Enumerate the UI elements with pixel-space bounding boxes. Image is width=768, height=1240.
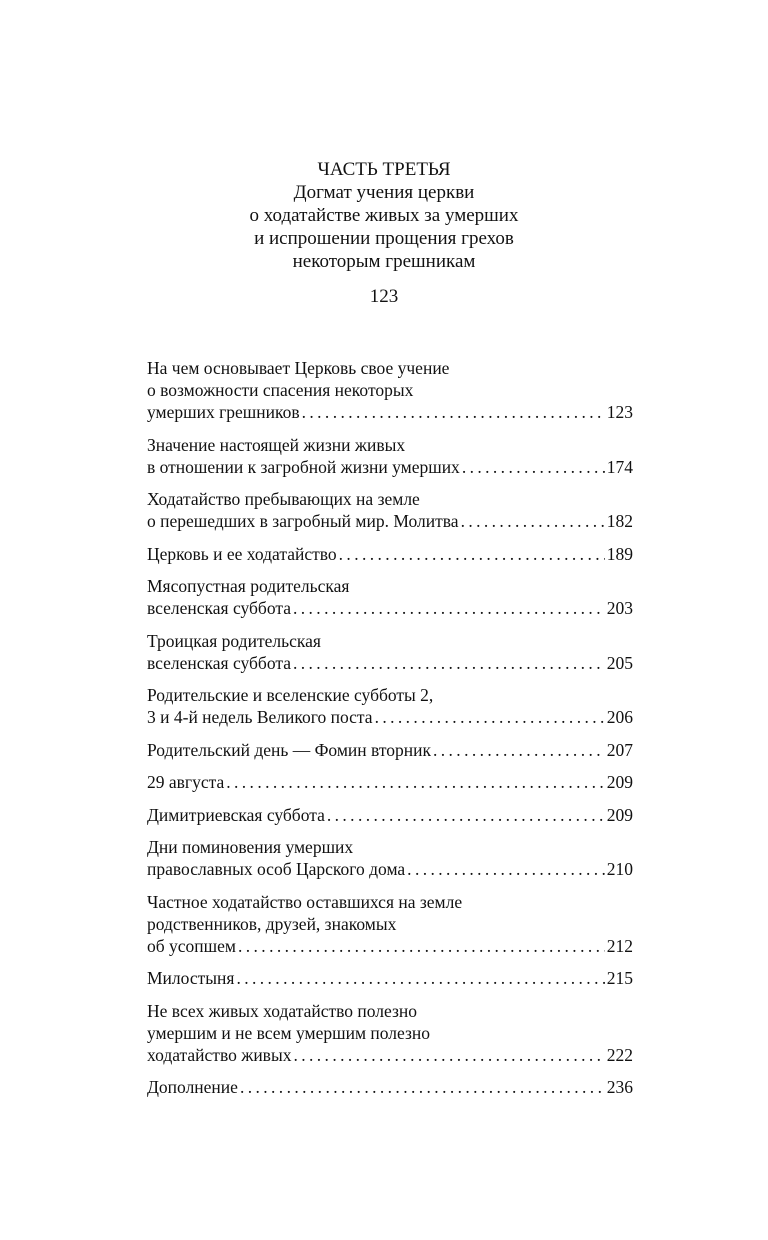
part-title: ЧАСТЬ ТРЕТЬЯ <box>317 159 451 180</box>
dot-leader <box>293 1044 604 1066</box>
toc-page-number: 212 <box>606 935 633 956</box>
toc-entry-line <box>147 739 633 761</box>
toc-entry-line <box>147 543 633 565</box>
part-page-number: 123 <box>369 286 399 307</box>
toc-page-number: 236 <box>606 1077 633 1097</box>
toc-entry-title: Церковь и ее ходатайство <box>147 543 337 564</box>
toc-entry <box>147 804 633 826</box>
dot-leader <box>327 804 605 826</box>
toc-page-number: 174 <box>606 456 633 477</box>
toc-entry-line <box>147 652 633 674</box>
toc-page-number: 203 <box>606 598 633 618</box>
toc-entry-title: православных особ Царского дома <box>147 859 406 879</box>
toc-entry-line: Родительские и вселенские субботы 2, <box>147 685 434 705</box>
toc-entry-title: ходатайство живых <box>147 1044 292 1065</box>
toc-entry-line <box>147 1044 633 1066</box>
dot-leader <box>236 967 604 989</box>
dot-leader <box>238 935 605 957</box>
toc-entry-line <box>147 858 633 880</box>
toc-page-number: 215 <box>606 968 633 988</box>
toc-entry-title: в отношении к загробной жизни умерших <box>147 456 460 477</box>
toc-page-number: 209 <box>606 772 633 792</box>
toc-entry <box>147 630 633 674</box>
toc-entry-title: Дополнение <box>147 1077 238 1097</box>
toc-entry <box>147 1076 633 1098</box>
toc-entry-line <box>147 935 633 957</box>
toc-entry-line <box>147 1076 633 1098</box>
toc-entry-line: На чем основывает Церковь свое учение <box>147 358 450 378</box>
toc-entry-line <box>147 510 633 532</box>
dot-leader <box>240 1076 605 1098</box>
dot-leader <box>339 543 605 565</box>
toc-entry-line: Частное ходатайство оставшихся на земле <box>147 891 463 912</box>
toc-entry <box>147 434 633 478</box>
toc-entry-line: родственников, друзей, знакомых <box>147 913 397 934</box>
toc-page-number: 182 <box>606 511 633 531</box>
toc-entry-title: Димитриевская суббота <box>147 804 325 825</box>
part-subtitle-line: некоторым грешникам <box>292 251 476 272</box>
toc-entry-line: умершим и не всем умершим полезно <box>147 1022 431 1043</box>
dot-leader <box>461 510 605 532</box>
dot-leader <box>375 706 605 728</box>
toc-entry-title: об усопшем <box>147 935 236 956</box>
toc-page-number: 205 <box>606 652 633 673</box>
toc-entry-line: Не всех живых ходатайство полезно <box>147 1000 418 1021</box>
toc-entry-line <box>147 771 633 793</box>
toc-entry-title: 29 августа <box>147 772 225 792</box>
toc-entry <box>147 488 633 532</box>
toc-entry-line <box>147 401 633 423</box>
part-subtitle-line: Догмат учения церкви <box>293 182 475 203</box>
toc-page-number: 207 <box>606 739 633 760</box>
toc-entry <box>147 1000 633 1066</box>
toc-entry-line <box>147 597 633 619</box>
part-subtitle-line: о ходатайстве живых за умерших <box>249 205 519 226</box>
toc-page-number: 222 <box>606 1044 633 1065</box>
toc-entry-title: о перешедших в загробный мир. Молитва <box>147 511 459 531</box>
toc-entry-title: умерших грешников <box>147 402 300 422</box>
toc-entry <box>147 771 633 793</box>
toc-entry <box>147 739 633 761</box>
dot-leader <box>302 401 605 423</box>
toc-entry <box>147 891 633 957</box>
toc-entry-line: Троицкая родительская <box>147 630 321 651</box>
toc-entry-title: вселенская суббота <box>147 598 291 618</box>
toc-page-number: 206 <box>606 707 633 727</box>
toc-entry-line <box>147 804 633 826</box>
toc-entry <box>147 575 633 619</box>
dot-leader <box>293 597 605 619</box>
toc-entry-title: Родительский день — Фомин вторник <box>147 739 431 760</box>
toc-entry <box>147 684 633 728</box>
toc-page-number: 209 <box>606 804 633 825</box>
toc-entry-line: Ходатайство пребывающих на земле <box>147 489 420 509</box>
toc-entry-title: вселенская суббота <box>147 652 291 673</box>
toc-entry <box>147 967 633 989</box>
toc-entry <box>147 543 633 565</box>
toc-entry <box>147 836 633 880</box>
part-heading <box>0 158 768 273</box>
dot-leader <box>462 456 605 478</box>
toc-entry <box>147 357 633 423</box>
toc-entry-line: о возможности спасения некоторых <box>147 380 414 400</box>
toc-entry-line: Дни поминовения умерших <box>147 837 354 857</box>
dot-leader <box>226 771 605 793</box>
part-subtitle-line: и испрошении прощения грехов <box>254 228 514 249</box>
toc-page-number: 123 <box>606 402 633 422</box>
dot-leader <box>293 652 605 674</box>
toc-entry-title: Милостыня <box>147 968 235 988</box>
toc-entry-title: 3 и 4-й недель Великого поста <box>147 707 373 727</box>
table-of-contents <box>147 357 633 1109</box>
dot-leader <box>433 739 605 761</box>
toc-entry-line <box>147 967 633 989</box>
toc-entry-line: Значение настоящей жизни живых <box>147 434 406 455</box>
toc-entry-line <box>147 456 633 478</box>
toc-page-number: 210 <box>606 859 633 879</box>
dot-leader <box>407 858 605 880</box>
toc-entry-line <box>147 706 633 728</box>
toc-entry-line: Мясопустная родительская <box>147 576 350 596</box>
toc-page-number: 189 <box>606 543 633 564</box>
